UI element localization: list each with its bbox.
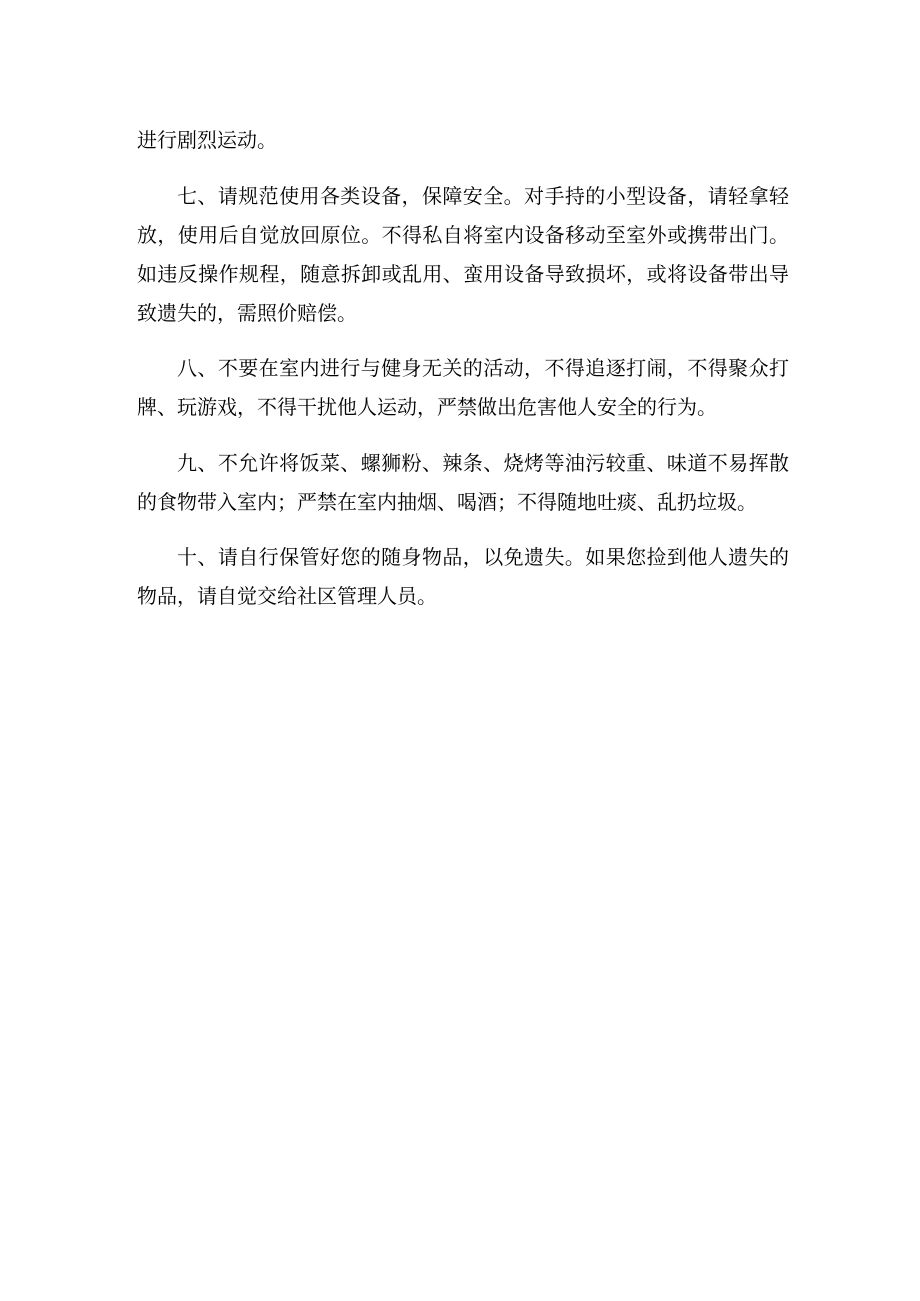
paragraph-rule-7: 七、请规范使用各类设备，保障安全。对手持的小型设备，请轻拿轻放，使用后自觉放回原位。不得私自将室内设备移动至室外或携带出门。如违反操作规程，随意拆卸或乱用、蛮用设备导致损坏，或将设备带出导致遗失的，需照价赔偿。	[137, 183, 789, 325]
paragraph-continuation: 进行剧烈运动。	[137, 128, 277, 152]
paragraph-rule-10: 十、请自行保管好您的随身物品，以免遗失。如果您捡到他人遗失的物品，请自觉交给社区管理人员。	[137, 545, 789, 608]
paragraph-rule-9: 九、不允许将饭菜、螺狮粉、辣条、烧烤等油污较重、味道不易挥散的食物带入室内；严禁在室内抽烟、喝酒；不得随地吐痰、乱扔垃圾。	[137, 450, 789, 514]
paragraph-rule-8: 八、不要在室内进行与健身无关的活动，不得追逐打闹，不得聚众打牌、玩游戏，不得干扰他人运动，严禁做出危害他人安全的行为。	[137, 356, 789, 419]
document-body	[137, 121, 789, 633]
